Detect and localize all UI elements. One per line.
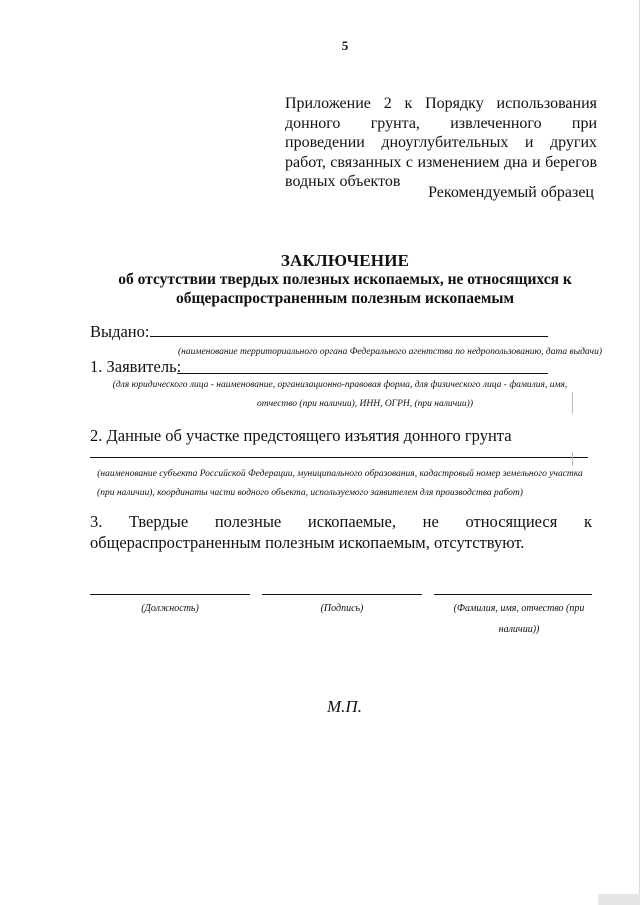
position-caption: (Должность) xyxy=(141,603,199,614)
scan-mark xyxy=(572,452,573,466)
name-caption-line2: наличии)) xyxy=(498,624,540,635)
issued-label: Выдано: xyxy=(90,322,150,341)
document-subtitle: об отсутствии твердых полезных ископаемых, не относящихся к общераспространенным полезным ископаемым xyxy=(118,271,572,307)
document-title: ЗАКЛЮЧЕНИЕ xyxy=(280,251,410,270)
section2-field[interactable] xyxy=(90,457,588,458)
name-caption-line1: (Фамилия, имя, отчество (при xyxy=(453,603,585,614)
section2-note-line1: (наименование субъекта Российской Федерации, муниципального образования, кадастровый номер земельного участка xyxy=(97,469,583,479)
scan-mark xyxy=(572,392,573,414)
applicant-field[interactable] xyxy=(177,373,548,374)
applicant-note-line1: (для юридического лица - наименование, организационно-правовая форма, для физического лица - фамилия, имя, xyxy=(112,380,568,390)
appendix-reference: Приложение 2 к Порядку использования донного грунта, извлеченного при проведении дноуглубительных и других работ, связанных с изменением дна и берегов водных объектов xyxy=(285,95,597,190)
sample-label: Рекомендуемый образец xyxy=(428,184,594,201)
section2-label: 2. Данные об участке предстоящего изъятия донного грунта xyxy=(90,426,512,445)
issued-note: (наименование территориального органа Федерального агентства по недропользованию, дата выдачи) xyxy=(178,347,602,357)
scan-corner xyxy=(598,894,640,905)
signature-line[interactable] xyxy=(262,594,422,595)
applicant-label: 1. Заявитель: xyxy=(90,357,182,376)
stamp-place: М.П. xyxy=(327,697,362,716)
signature-caption: (Подпись) xyxy=(320,603,364,614)
section2-note-line2: (при наличии), координаты части водного объекта, используемого заявителем для производства работ) xyxy=(97,488,523,498)
issued-field[interactable] xyxy=(150,336,548,337)
position-line[interactable] xyxy=(90,594,250,595)
name-line[interactable] xyxy=(434,594,592,595)
applicant-note-line2: отчество (при наличии), ИНН, ОГРН, (при наличии)) xyxy=(256,399,474,409)
page-number: 5 xyxy=(341,38,349,53)
section3-statement: 3. Твердые полезные ископаемые, не относящиеся к общераспространенным полезным ископаемым, отсутствуют. xyxy=(90,512,592,552)
